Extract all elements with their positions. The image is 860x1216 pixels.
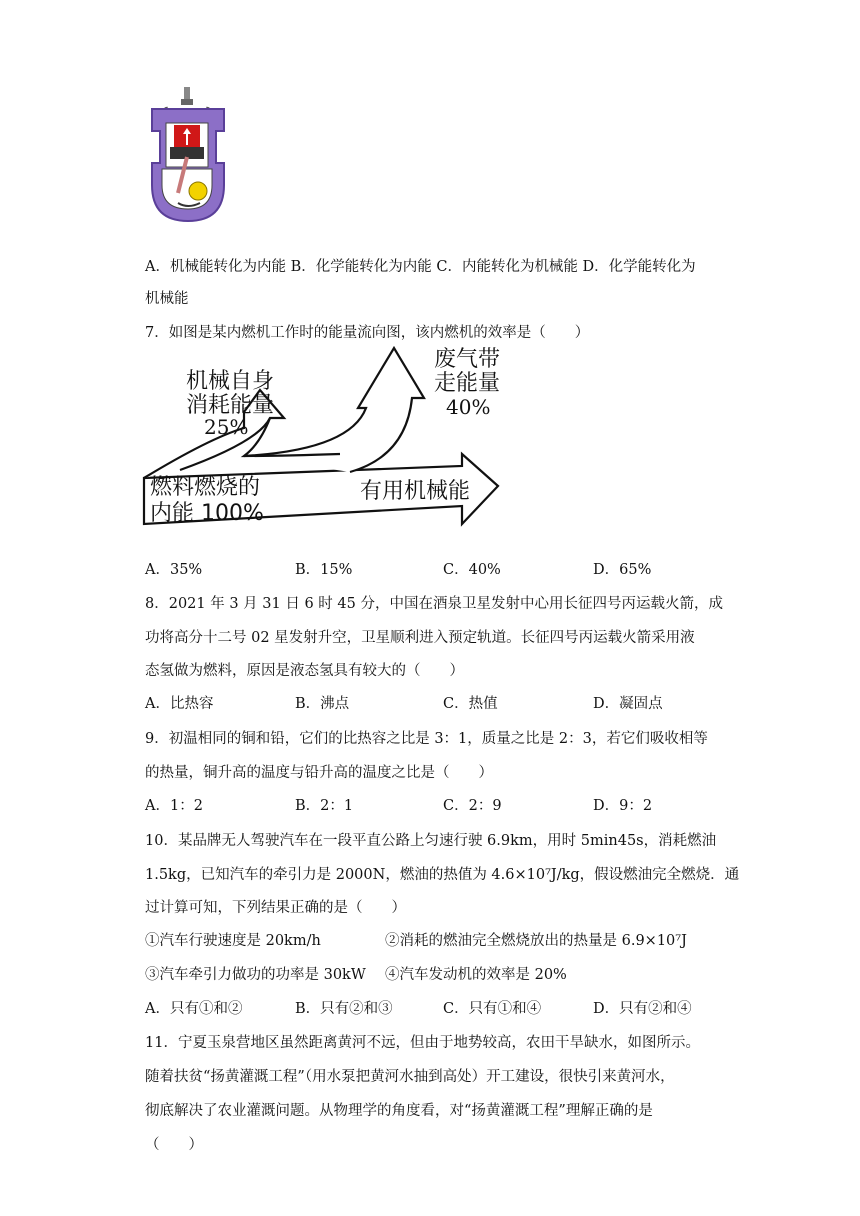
q11-stem-line4: （ ） [145, 1137, 203, 1153]
mech-loss-label-2: 消耗能量 [186, 393, 275, 418]
q9-option-a: A．1：2 [145, 798, 203, 814]
exhaust-label-2: 走能量 [434, 371, 501, 396]
q10-option-b: B．只有②和③ [295, 1001, 393, 1017]
q7-option-c: C．40% [443, 562, 501, 578]
engine-cylinder-icon [148, 85, 228, 227]
q8-stem-line3: 态氢做为燃料，原因是液态氢具有较大的（ ） [145, 663, 464, 679]
q10-option-c: C．只有①和④ [443, 1001, 542, 1017]
energy-flow-diagram [140, 346, 510, 532]
exhaust-pct: 40% [446, 395, 491, 419]
q8-stem-line1: 8．2021 年 3 月 31 日 6 时 45 分，中国在酒泉卫星发射中心用长征四号丙运载火箭，成 [145, 596, 723, 612]
q7-option-b: B．15% [295, 562, 353, 578]
q8-stem-line2: 功将高分十二号 02 星发射升空，卫星顺利进入预定轨道。长征四号丙运载火箭采用液 [145, 630, 695, 646]
mech-loss-label-1: 机械自身 [186, 369, 275, 394]
q7-stem: 7．如图是某内燃机工作时的能量流向图，该内燃机的效率是（ ） [145, 325, 590, 341]
exhaust-label-1: 废气带 [434, 347, 501, 372]
q10-option-d: D．只有②和④ [593, 1001, 692, 1017]
q8-option-a: A．比热容 [145, 696, 214, 712]
q8-option-b: B．沸点 [295, 696, 350, 712]
q9-option-c: C．2：9 [443, 798, 502, 814]
q7-option-a: A．35% [145, 562, 203, 578]
mech-loss-pct: 25% [204, 415, 249, 439]
q10-statement-3: ③汽车牵引力做功的功率是 30kW [145, 967, 366, 983]
fuel-label-2: 内能 100% [150, 501, 264, 526]
q11-stem-line3: 彻底解决了农业灌溉问题。从物理学的角度看，对“扬黄灌溉工程”理解正确的是 [145, 1103, 653, 1119]
useful-energy-label: 有用机械能 [360, 479, 471, 504]
q10-stem-line3: 过计算可知，下列结果正确的是（ ） [145, 900, 406, 916]
q10-statement-1: ①汽车行驶速度是 20km/h [145, 933, 321, 949]
q10-statement-2: ②消耗的燃油完全燃烧放出的热量是 6.9×10⁷J [385, 933, 687, 949]
q11-stem-line1: 11．宁夏玉泉营地区虽然距离黄河不远，但由于地势较高，农田干旱缺水，如图所示。 [145, 1035, 700, 1051]
q8-option-d: D．凝固点 [593, 696, 663, 712]
q9-option-b: B．2：1 [295, 798, 354, 814]
q9-option-d: D．9：2 [593, 798, 653, 814]
q10-stem-line1: 10．某品牌无人驾驶汽车在一段平直公路上匀速行驶 6.9km，用时 5min45s，消耗燃油 [145, 833, 717, 849]
q6-options-line1: A．机械能转化为内能 B．化学能转化为内能 C．内能转化为机械能 D．化学能转化为 [145, 259, 696, 275]
q7-option-d: D．65% [593, 562, 652, 578]
q11-stem-line2: 随着扶贫“扬黄灌溉工程”（用水泵把黄河水抽到高处）开工建设，很快引来黄河水， [145, 1069, 675, 1085]
q9-stem-line1: 9．初温相同的铜和铅，它们的比热容之比是 3：1，质量之比是 2：3，若它们吸收相等 [145, 731, 708, 747]
q10-option-a: A．只有①和② [145, 1001, 243, 1017]
q10-stem-line2: 1.5kg，已知汽车的牵引力是 2000N，燃油的热值为 4.6×10⁷J/kg，假设燃油完全燃烧．通 [145, 867, 740, 883]
fuel-label-1: 燃料燃烧的 [150, 475, 261, 500]
q9-stem-line2: 的热量，铜升高的温度与铅升高的温度之比是（ ） [145, 765, 493, 781]
q8-option-c: C．热值 [443, 696, 498, 712]
q10-statement-4: ④汽车发动机的效率是 20% [385, 967, 567, 983]
q6-options-line2: 机械能 [145, 291, 189, 307]
